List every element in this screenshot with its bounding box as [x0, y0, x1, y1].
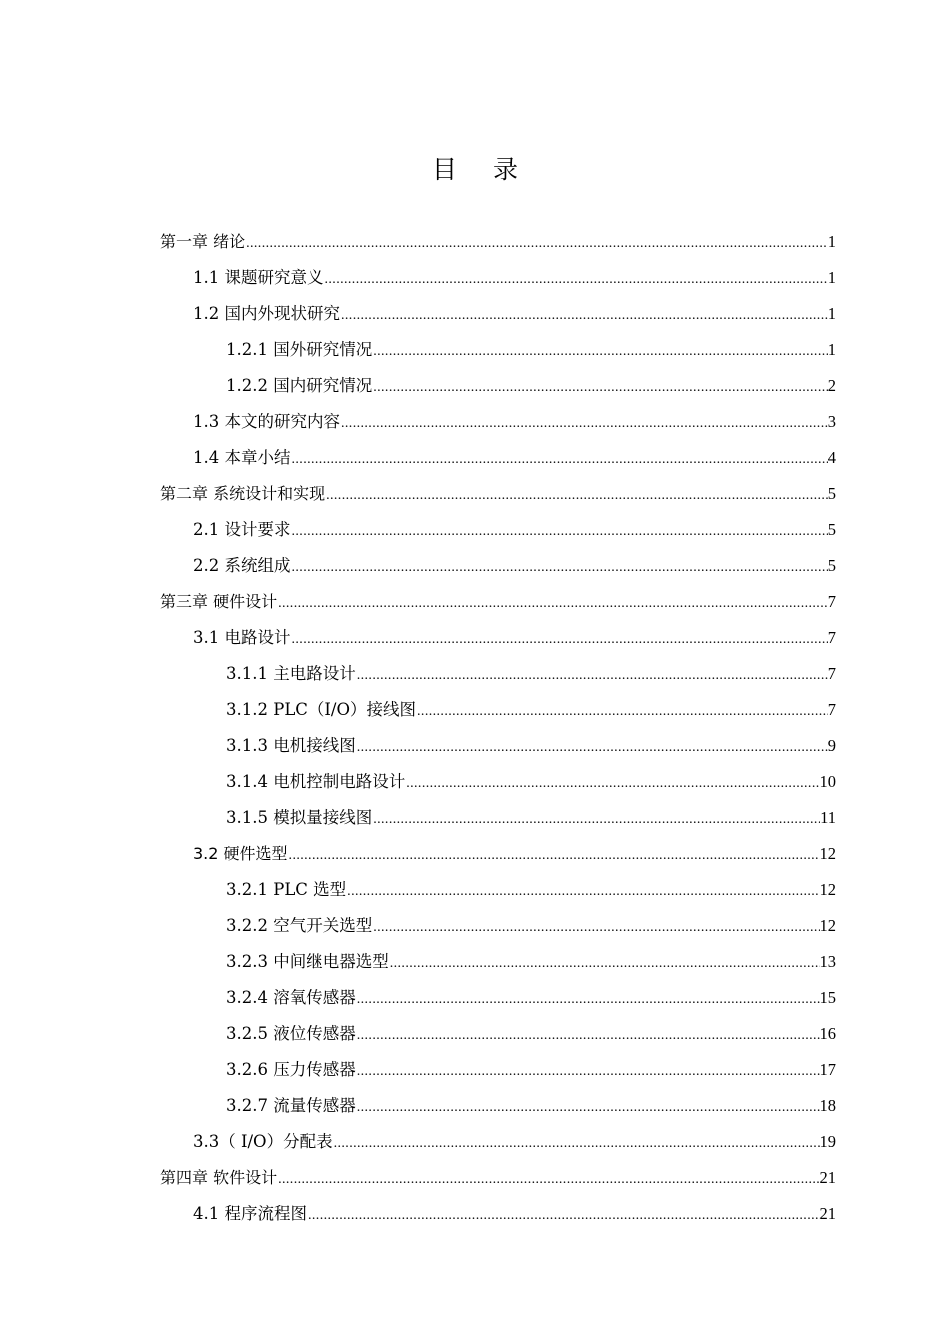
toc-entry-label: 第三章 硬件设计 — [160, 592, 278, 611]
toc-dot-leader — [356, 730, 828, 766]
toc-dot-leader — [389, 946, 820, 982]
toc-entry-page-number: 21 — [819, 1168, 836, 1187]
toc-entry[interactable] — [160, 224, 836, 260]
toc-entry-label: 3.2.3 中间继电器选型 — [226, 952, 389, 971]
toc-entry[interactable] — [226, 728, 836, 764]
toc-entry[interactable] — [226, 944, 836, 980]
toc-entry[interactable] — [226, 1016, 836, 1052]
toc-dot-leader — [291, 550, 828, 586]
toc-entry-label: 第四章 软件设计 — [160, 1168, 278, 1187]
toc-entry-label: 3.1.3 电机接线图 — [226, 736, 356, 755]
toc-dot-leader — [277, 586, 828, 622]
toc-entry[interactable] — [160, 584, 836, 620]
toc-entry-page-number: 4 — [827, 448, 836, 467]
toc-entry-label: 3.2.4 溶氧传感器 — [226, 988, 356, 1007]
toc-dot-leader — [346, 874, 819, 910]
toc-entry-page-number: 7 — [827, 592, 836, 611]
toc-entry[interactable] — [226, 764, 836, 800]
toc-entry-page-number: 17 — [819, 1060, 836, 1079]
toc-dot-leader — [416, 694, 828, 730]
toc-entry-page-number: 16 — [819, 1024, 836, 1043]
toc-entry-label: 3.1.4 电机控制电路设计 — [226, 772, 406, 791]
toc-entry-label: 3.3（ I/O）分配表 — [193, 1132, 333, 1151]
toc-entry-label: 3.1.5 模拟量接线图 — [226, 808, 373, 827]
toc-entry[interactable] — [193, 440, 836, 476]
toc-dot-leader — [356, 1018, 820, 1054]
toc-entry-page-number: 2 — [827, 376, 836, 395]
toc-dot-leader — [405, 766, 819, 802]
toc-entry[interactable] — [226, 980, 836, 1016]
toc-entry-label: 3.2 硬件选型 — [193, 844, 288, 863]
toc-entry-page-number: 12 — [819, 844, 836, 863]
toc-dot-leader — [277, 1162, 819, 1198]
toc-entry[interactable] — [193, 836, 836, 872]
toc-entry-page-number: 9 — [827, 736, 836, 755]
toc-dot-leader — [333, 1126, 820, 1162]
toc-entry[interactable] — [193, 1196, 836, 1232]
toc-dot-leader — [245, 226, 828, 262]
toc-dot-leader — [372, 370, 828, 406]
toc-entry-page-number: 13 — [819, 952, 836, 971]
toc-dot-leader — [340, 406, 828, 442]
toc-entry-label: 1.1 课题研究意义 — [193, 268, 324, 287]
toc-entry[interactable] — [226, 908, 836, 944]
toc-dot-leader — [291, 514, 828, 550]
toc-entry-page-number: 1 — [827, 232, 836, 251]
toc-entry[interactable] — [160, 1160, 836, 1196]
toc-entry-page-number: 7 — [827, 700, 836, 719]
toc-dot-leader — [291, 442, 828, 478]
toc-entry-label: 3.2.7 流量传感器 — [226, 1096, 356, 1115]
toc-entry-label: 3.2.1 PLC 选型 — [226, 880, 347, 899]
toc-entry[interactable] — [226, 1052, 836, 1088]
toc-entry-page-number: 15 — [819, 988, 836, 1007]
toc-entry-label: 1.2.1 国外研究情况 — [226, 340, 373, 359]
toc-entry-label: 3.1.2 PLC（I/O）接线图 — [226, 700, 417, 719]
toc-entry-page-number: 12 — [819, 916, 836, 935]
toc-entry-page-number: 7 — [827, 628, 836, 647]
toc-entry-label: 3.2.5 液位传感器 — [226, 1024, 356, 1043]
toc-entry-page-number: 5 — [827, 484, 836, 503]
toc-dot-leader — [372, 910, 819, 946]
toc-entry-label: 3.2.6 压力传感器 — [226, 1060, 356, 1079]
toc-entry-label: 2.2 系统组成 — [193, 556, 291, 575]
toc-entry[interactable] — [193, 1124, 836, 1160]
toc-entry[interactable] — [226, 692, 836, 728]
toc-entry[interactable] — [226, 332, 836, 368]
toc-entry-label: 第二章 系统设计和实现 — [160, 484, 326, 503]
toc-entry[interactable] — [226, 656, 836, 692]
toc-entry[interactable] — [160, 476, 836, 512]
toc-dot-leader — [356, 1090, 820, 1126]
toc-entry-label: 第一章 绪论 — [160, 232, 246, 251]
toc-dot-leader — [340, 298, 828, 334]
toc-entry[interactable] — [193, 260, 836, 296]
toc-entry-label: 3.1 电路设计 — [193, 628, 291, 647]
toc-entry-page-number: 1 — [827, 268, 836, 287]
toc-entry-page-number: 18 — [819, 1096, 836, 1115]
toc-entry-page-number: 12 — [819, 880, 836, 899]
toc-dot-leader — [356, 1054, 820, 1090]
toc-title: 目 录 — [432, 155, 532, 184]
toc-entry-label: 1.3 本文的研究内容 — [193, 412, 340, 431]
toc-entry[interactable] — [193, 548, 836, 584]
toc-entry[interactable] — [193, 512, 836, 548]
toc-entry-page-number: 3 — [827, 412, 836, 431]
toc-entry-page-number: 19 — [819, 1132, 836, 1151]
toc-entry-label: 4.1 程序流程图 — [193, 1204, 307, 1223]
toc-entry[interactable] — [226, 800, 836, 836]
toc-dot-leader — [356, 658, 828, 694]
toc-entry[interactable] — [226, 368, 836, 404]
toc-entry[interactable] — [193, 296, 836, 332]
toc-entry-page-number: 10 — [819, 772, 836, 791]
toc-dot-leader — [288, 838, 820, 874]
toc-dot-leader — [356, 982, 820, 1018]
toc-dot-leader — [307, 1198, 820, 1234]
toc-entry-label: 1.2 国内外现状研究 — [193, 304, 340, 323]
toc-entry[interactable] — [193, 620, 836, 656]
toc-entry-page-number: 5 — [827, 556, 836, 575]
toc-entry-label: 2.1 设计要求 — [193, 520, 291, 539]
toc-entry-label: 3.1.1 主电路设计 — [226, 664, 356, 683]
toc-entry[interactable] — [226, 1088, 836, 1124]
toc-entry-page-number: 21 — [819, 1204, 836, 1223]
toc-dot-leader — [291, 622, 828, 658]
toc-entry-label: 3.2.2 空气开关选型 — [226, 916, 373, 935]
toc-entry-page-number: 1 — [827, 340, 836, 359]
toc-dot-leader — [324, 262, 828, 298]
toc-dot-leader — [325, 478, 828, 514]
toc-dot-leader — [372, 802, 820, 838]
toc-entry-page-number: 5 — [827, 520, 836, 539]
toc-entry-page-number: 7 — [827, 664, 836, 683]
toc-entry[interactable] — [226, 872, 836, 908]
toc-entry-label: 1.2.2 国内研究情况 — [226, 376, 373, 395]
toc-entry-page-number: 11 — [820, 808, 836, 827]
toc-dot-leader — [372, 334, 828, 370]
toc-entry-page-number: 1 — [827, 304, 836, 323]
toc-entry-label: 1.4 本章小结 — [193, 448, 291, 467]
toc-entry[interactable] — [193, 404, 836, 440]
